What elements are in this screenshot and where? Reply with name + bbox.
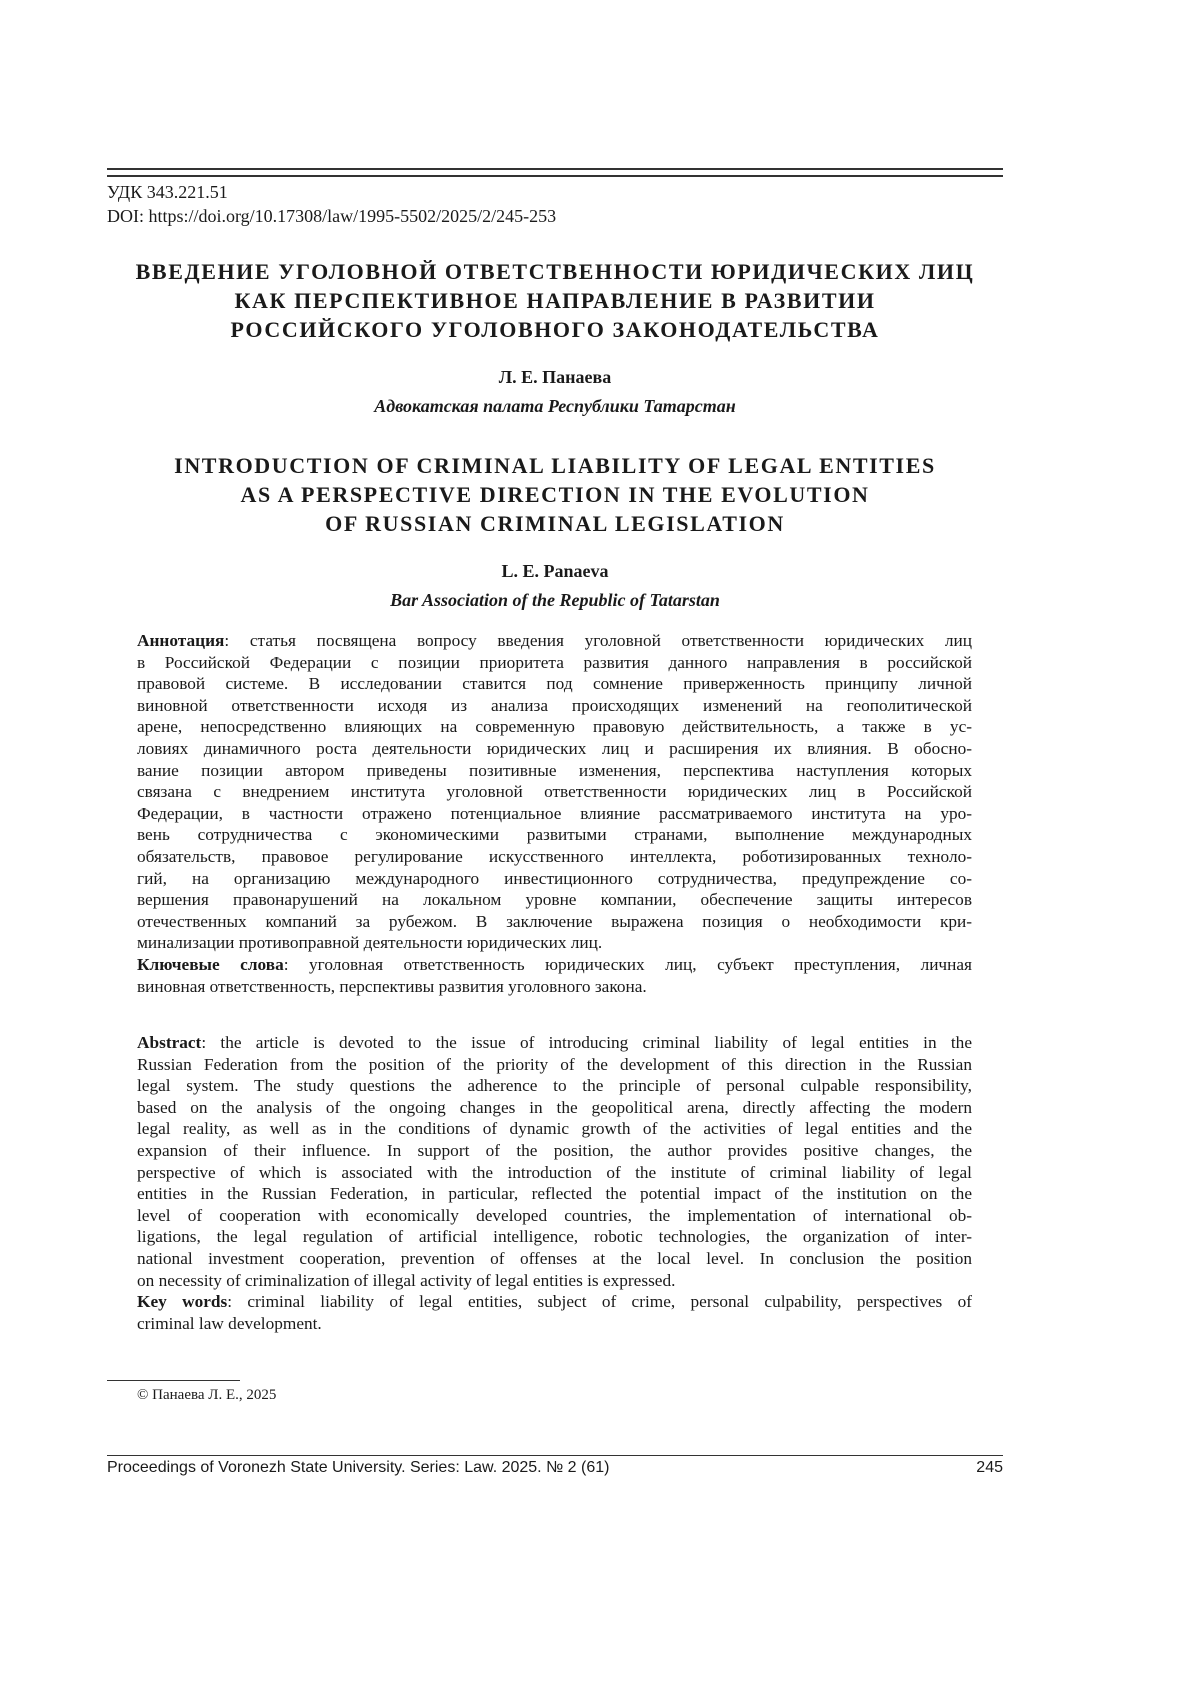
text-line: вершения правонарушений на локальном уровне компании, обеспечение защиты интересов (137, 889, 972, 911)
text-line: perspective of which is associated with the introduction of the institute of criminal liability of legal (137, 1162, 972, 1184)
text-line: правовой системе. В исследовании ставится под сомнение приверженность принципу личной (137, 673, 972, 695)
text-line: legal system. The study questions the adherence to the principle of personal culpable responsibility, (137, 1075, 972, 1097)
text-line: виновная ответственность, перспективы развития уголовного закона. (137, 976, 972, 998)
text-line (137, 1291, 972, 1313)
text-line: entities in the Russian Federation, in particular, reflected the potential impact of the institution on the (137, 1183, 972, 1205)
section-label: Ключевые слова (137, 955, 284, 974)
abstract-en (137, 1032, 972, 1291)
text-line (137, 630, 972, 652)
text-line: минализации противоправной деятельности юридических лиц. (137, 932, 972, 954)
ru-title-line: ВВЕДЕНИЕ УГОЛОВНОЙ ОТВЕТСТВЕННОСТИ ЮРИДИЧЕСКИХ ЛИЦ (0, 259, 1110, 285)
text-line: ligations, the legal regulation of artificial intelligence, robotic technologies, the organization of inter- (137, 1226, 972, 1248)
text-line: based on the analysis of the ongoing changes in the geopolitical arena, directly affecting the modern (137, 1097, 972, 1119)
doi[interactable]: DOI: https://doi.org/10.17308/law/1995-5502/2025/2/245-253 (107, 206, 556, 227)
en-author: L. E. Panaeva (0, 561, 1110, 582)
en-title-line: AS A PERSPECTIVE DIRECTION IN THE EVOLUTION (0, 482, 1110, 508)
text-line: Russian Federation from the position of the priority of the development of this direction in the Russian (137, 1054, 972, 1076)
text-line: вень сотрудничества с экономическими развитыми странами, выполнение международных (137, 824, 972, 846)
text-line: Федерации, в частности отражено потенциальное влияние рассматриваемого института на уро- (137, 803, 972, 825)
keywords-ru (137, 954, 972, 997)
text-line: вание позиции автором приведены позитивные изменения, перспектива наступления которых (137, 760, 972, 782)
top-double-rule (107, 168, 1003, 177)
text-line: level of cooperation with economically developed countries, the implementation of international ob- (137, 1205, 972, 1227)
udk: УДК 343.221.51 (107, 182, 228, 203)
text-line: в Российской Федерации с позиции приоритета развития данного направления в российской (137, 652, 972, 674)
en-affiliation: Bar Association of the Republic of Tatarstan (0, 590, 1110, 611)
section-text: : the article is devoted to the issue of introducing criminal liability of legal entities in the (201, 1033, 972, 1052)
text-line: виновной ответственности исходя из анализа происходящих изменений на геополитической (137, 695, 972, 717)
en-title-line: INTRODUCTION OF CRIMINAL LIABILITY OF LEGAL ENTITIES (0, 453, 1110, 479)
journal-name: Proceedings of Voronezh State University. Series: Law. 2025. № 2 (61) (107, 1459, 609, 1477)
text-line: on necessity of criminalization of illegal activity of legal entities is expressed. (137, 1270, 972, 1292)
section-text: : статья посвящена вопросу введения уголовной ответственности юридических лиц (224, 631, 972, 650)
en-title-line: OF RUSSIAN CRIMINAL LEGISLATION (0, 511, 1110, 537)
text-line: ловиях динамичного роста деятельности юридических лиц и расширения их влияния. В обосно- (137, 738, 972, 760)
footer-rule (107, 1455, 1003, 1456)
ru-affiliation: Адвокатская палата Республики Татарстан (0, 396, 1110, 417)
text-line: expansion of their influence. In support of the position, the author provides positive changes, the (137, 1140, 972, 1162)
page-footer (107, 1459, 1003, 1477)
section-label: Abstract (137, 1033, 201, 1052)
text-line: гий, на организацию международного инвестиционного сотрудничества, предупреждение со- (137, 868, 972, 890)
ru-title-line: КАК ПЕРСПЕКТИВНОЕ НАПРАВЛЕНИЕ В РАЗВИТИИ (0, 288, 1110, 314)
text-line: связана с внедрением института уголовной ответственности юридических лиц в Российской (137, 781, 972, 803)
text-line (137, 1032, 972, 1054)
footnote-rule (107, 1380, 240, 1381)
text-line: отечественных компаний за рубежом. В заключение выражена позиция о необходимости кри- (137, 911, 972, 933)
annotation-ru (137, 630, 972, 954)
ru-author: Л. Е. Панаева (0, 367, 1110, 388)
copyright-footnote: © Панаева Л. Е., 2025 (137, 1387, 276, 1404)
text-line: обязательств, правовое регулирование искусственного интеллекта, роботизированных техноло- (137, 846, 972, 868)
keywords-en (137, 1291, 972, 1334)
ru-title-line: РОССИЙСКОГО УГОЛОВНОГО ЗАКОНОДАТЕЛЬСТВА (0, 317, 1110, 343)
page-number: 245 (976, 1459, 1003, 1477)
document-page (0, 0, 1200, 1697)
text-line: criminal law development. (137, 1313, 972, 1335)
text-line: арене, непосредственно влияющих на современную правовую действительность, а также в ус- (137, 716, 972, 738)
section-text: : уголовная ответственность юридических лиц, субъект преступления, личная (284, 955, 972, 974)
section-label: Key words (137, 1292, 227, 1311)
text-line: legal reality, as well as in the conditions of dynamic growth of the activities of legal entities and the (137, 1118, 972, 1140)
section-label: Аннотация (137, 631, 224, 650)
text-line: national investment cooperation, prevention of offenses at the local level. In conclusion the position (137, 1248, 972, 1270)
text-line (137, 954, 972, 976)
section-text: : criminal liability of legal entities, subject of crime, personal culpability, perspectives of (227, 1292, 972, 1311)
